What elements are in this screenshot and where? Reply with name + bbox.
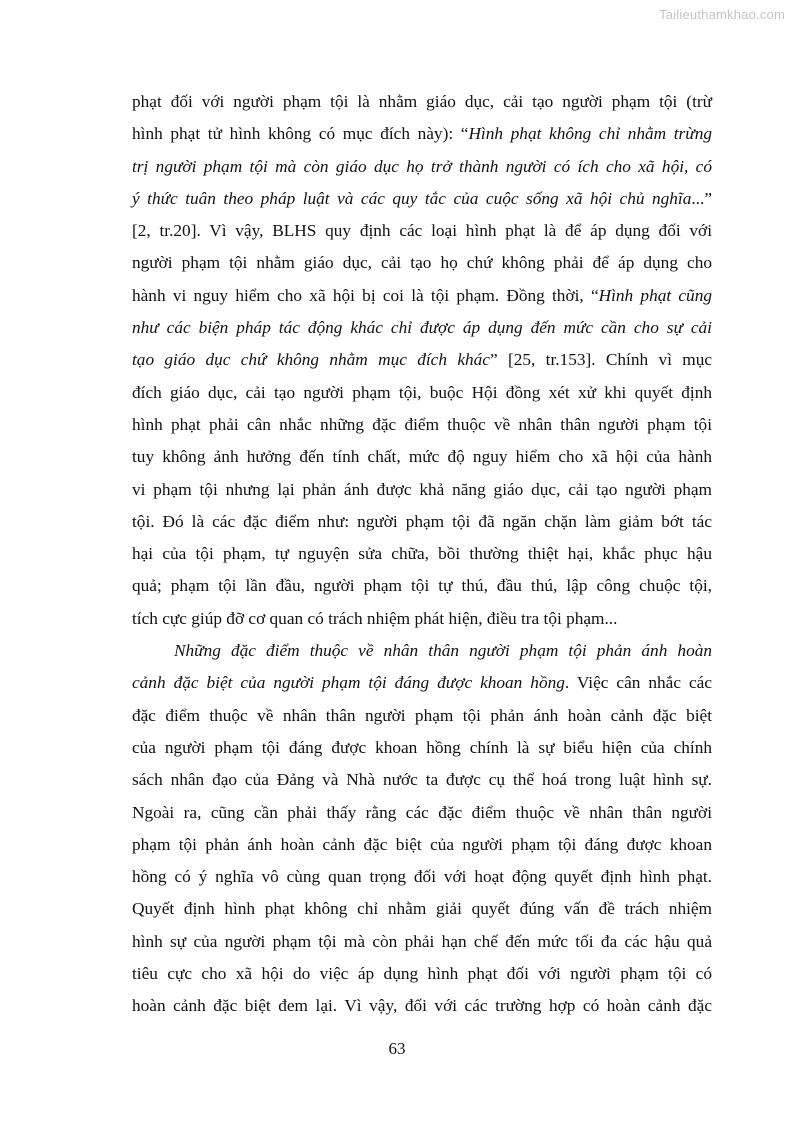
text-run: hình phạt tử hình không có mục đích này): “ [132,124,469,144]
text-run: phạt đối với người phạm tội là nhằm giáo dục, cải tạo người phạm tội (trừ [132,92,712,111]
body-text [132,86,712,1023]
text-run: hình sự của người phạm tội mà còn phải hạn chế đến mức tối đa các hậu quả [132,931,712,951]
text-line [132,247,712,279]
text-run: ...” [691,188,712,208]
text-line [132,829,712,861]
text-run: của người phạm tội đáng được khoan hồng chính là sự biểu hiện của chính [132,737,712,757]
text-line [132,280,712,312]
text-run: Ngoài ra, cũng cần phải thấy rằng các đặc điểm thuộc về nhân thân người [132,802,712,822]
text-run: tuy không ảnh hưởng đến tính chất, mức độ nguy hiểm cho xã hội của hành [132,447,712,467]
text-run: hành vi nguy hiểm cho xã hội bị coi là tội phạm. Đồng thời, “ [132,285,599,305]
text-run: hồng có ý nghĩa vô cùng quan trọng đối với hoạt động quyết định hình phạt. [132,867,712,887]
text-line [132,344,712,376]
text-line [132,764,712,796]
text-run: hoàn cảnh đặc biệt đem lại. Vì vậy, đối với các trường hợp có hoàn cảnh đặc [132,996,712,1016]
watermark-text: Tailieuthamkhao.com [659,7,785,22]
text-run: hình phạt phải cân nhắc những đặc điểm thuộc về nhân thân người phạm tội [132,414,712,434]
text-run: hại của tội phạm, tự nguyện sửa chữa, bồi thường thiệt hại, khắc phục hậu [132,544,712,564]
text-line [132,151,712,183]
text-line [132,441,712,473]
text-run: tội. Đó là các đặc điểm như: người phạm tội đã ngăn chặn làm giảm bớt tác [132,511,712,531]
text-line [132,215,712,247]
text-run: vi phạm tội nhưng lại phản ánh được khả năng giáo dục, cải tạo người phạm [132,479,712,499]
text-run: tiêu cực cho xã hội do việc áp dụng hình phạt đối với người phạm tội có [132,964,712,984]
text-line [132,603,712,635]
text-line [132,958,712,990]
text-run: Quyết định hình phạt không chỉ nhằm giải quyết đúng vấn đề trách nhiệm [132,899,712,919]
text-line [132,118,712,150]
italic-text-run: Hình phạt cũng [598,285,712,305]
text-line [132,538,712,570]
italic-text-run: Hình phạt không chỉ nhằm trừng [468,124,712,144]
text-run: sách nhân đạo của Đảng và Nhà nước ta được cụ thể hoá trong luật hình sự. [132,770,712,790]
text-line [132,474,712,506]
text-line [132,700,712,732]
italic-text-run: trị người phạm tội mà còn giáo dục họ trở thành người có ích cho xã hội, có [132,156,712,176]
italic-text-run: ý thức tuân theo pháp luật và các quy tắc của cuộc sống xã hội chủ nghĩa [132,188,692,208]
text-line [132,312,712,344]
text-line [132,409,712,441]
text-run: đích giáo dục, cải tạo người phạm tội, buộc Hội đồng xét xử khi quyết định [132,382,712,402]
text-line [132,926,712,958]
italic-text-run: như các biện pháp tác động khác chỉ được áp dụng đến mức cần cho sự cải [132,318,712,338]
text-run: ” [25, tr.153]. Chính vì mục [489,350,712,370]
text-run: quả; phạm tội lần đầu, người phạm tội tự thú, đầu thú, lập công chuộc tội, [132,576,712,596]
text-line [132,667,712,699]
text-run: người phạm tội nhằm giáo dục, cải tạo họ chứ không phải để áp dụng cho [132,253,712,273]
text-line [132,183,712,215]
text-line [132,86,712,118]
italic-text-run: tạo giáo dục chứ không nhằm mục đích khác [132,350,490,370]
text-line [132,732,712,764]
text-line [132,377,712,409]
text-line [132,570,712,602]
text-run: . Việc cân nhắc các [564,673,712,693]
text-line [132,861,712,893]
text-line [132,635,712,667]
text-line [132,506,712,538]
text-run: [2, tr.20]. Vì vậy, BLHS quy định các loại hình phạt là để áp dụng đối với [132,221,712,241]
italic-text-run: cảnh đặc biệt của người phạm tội đáng được khoan hồng [132,673,565,693]
text-run: phạm tội phản ánh hoàn cảnh đặc biệt của người phạm tội đáng được khoan [132,834,712,854]
text-run: đặc điểm thuộc về nhân thân người phạm tội phản ánh hoàn cảnh đặc biệt [132,705,712,725]
italic-text-run: Những đặc điểm thuộc về nhân thân người phạm tội phản ánh hoàn [174,641,712,661]
text-line [132,990,712,1022]
page-number: 63 [388,1039,406,1058]
text-line [132,893,712,925]
text-line [132,797,712,829]
text-run: tích cực giúp đỡ cơ quan có trách nhiệm phát hiện, điều tra tội phạm... [132,608,618,628]
